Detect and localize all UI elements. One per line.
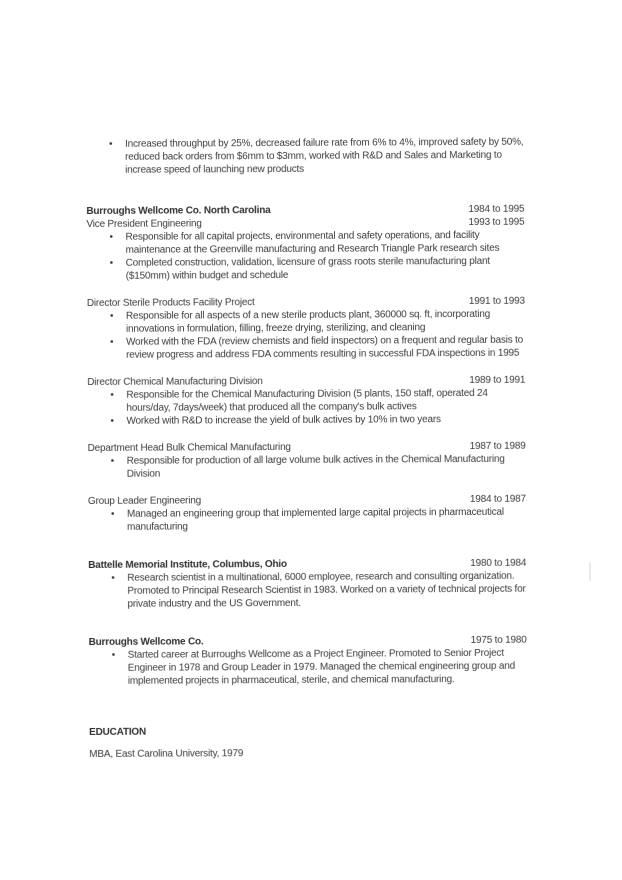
bullet-item: • Responsible for all capital projects, environmental and safety operations, and facility maintenance at the Greenville manufacturing and Research Triangle Park research sites bbox=[86, 229, 524, 257]
experience-entry bbox=[89, 634, 527, 688]
experience-entry bbox=[87, 374, 525, 428]
bullet-item: • Worked with R&D to increase the yield of bulk actives by 10% in two years bbox=[87, 413, 525, 428]
experience-entry bbox=[86, 216, 524, 283]
bullet-item: • Managed an engineering group that implemented large capital projects in pharmaceutical manufacturing bbox=[88, 506, 526, 534]
carryover-bullet-list bbox=[86, 136, 524, 177]
job-title: Director Sterile Products Facility Project bbox=[86, 297, 255, 309]
date-range: 1993 to 1995 bbox=[468, 216, 525, 228]
company-name: Burroughs Wellcome Co. bbox=[88, 636, 204, 648]
entry-bullet-list bbox=[88, 506, 526, 534]
date-range: 1987 to 1989 bbox=[469, 440, 526, 452]
company-name: Battelle Memorial Institute, Columbus, Ohio bbox=[88, 558, 287, 571]
entry-bullet-list bbox=[88, 570, 526, 611]
entry-bullet-list bbox=[87, 387, 525, 428]
experience-entry bbox=[87, 295, 525, 362]
entry-bullet-list bbox=[87, 308, 525, 362]
entry-bullet-list bbox=[89, 647, 527, 688]
date-range: 1975 to 1980 bbox=[470, 634, 527, 646]
bullet-item: • Responsible for all aspects of a new sterile products plant, 360000 sq. ft, incorporating innovations in formulation, filling, freeze drying, sterilizing, and cleaning bbox=[87, 308, 525, 336]
date-range: 1991 to 1993 bbox=[468, 295, 525, 307]
entry-bullet-list bbox=[86, 229, 524, 283]
experience-entry bbox=[88, 557, 526, 611]
education-section bbox=[89, 724, 527, 761]
bullet-item: • Research scientist in a multinational, 6000 employee, research and consulting organization. Promoted to Principal Research Scientist in 1983. Worked on a variety of technical projects for private industry and the US Government. bbox=[88, 570, 526, 611]
bullet-item: • Increased throughput by 25%, decreased failure rate from 6% to 4%, improved safety by 50%, reduced back orders from $6mm to $3mm, worked with R&D and Sales and Marketing to increase speed of launching new products bbox=[86, 136, 524, 177]
date-range: 1984 to 1995 bbox=[468, 203, 525, 215]
experience-entry bbox=[88, 440, 526, 481]
bullet-item: • Responsible for production of all large volume bulk actives in the Chemical Manufacturing Division bbox=[88, 453, 526, 481]
job-title: Department Head Bulk Chemical Manufacturing bbox=[87, 441, 291, 454]
scan-artifact bbox=[589, 562, 591, 581]
entry-bullet-list bbox=[88, 453, 526, 481]
job-title: Group Leader Engineering bbox=[87, 495, 201, 507]
bullet-item: • Worked with the FDA (review chemists and field inspectors) on a frequent and regular basis to review progress and address FDA comments resulting in successful FDA inspections in 1995 bbox=[87, 334, 525, 362]
education-heading: EDUCATION bbox=[89, 726, 147, 738]
resume-content bbox=[86, 136, 527, 761]
date-range: 1980 to 1984 bbox=[470, 557, 527, 569]
date-range: 1989 to 1991 bbox=[469, 374, 526, 386]
experience-entry bbox=[88, 493, 526, 534]
job-title: Director Chemical Manufacturing Division bbox=[87, 376, 263, 388]
bullet-item: • Started career at Burroughs Wellcome as a Project Engineer. Promoted to Senior Project Engineer in 1978 and Group Leader in 1979. Managed the chemical engineering group and implemented projects in pharmaceutical, sterile, and chemical manufacturing. bbox=[89, 647, 527, 688]
bullet-item: • Completed construction, validation, licensure of grass roots sterile manufacturing plant ($150mm) within budget and schedule bbox=[87, 255, 525, 283]
job-title: Vice President Engineering bbox=[86, 218, 202, 230]
company-name: Burroughs Wellcome Co. North Carolina bbox=[86, 205, 271, 217]
experience-entries bbox=[86, 203, 527, 688]
education-degree: MBA, East Carolina University, 1979 bbox=[89, 748, 244, 760]
date-range: 1984 to 1987 bbox=[469, 493, 526, 505]
bullet-item: • Responsible for the Chemical Manufacturing Division (5 plants, 150 staff, operated 24 hours/day, 7days/week) that produced all the company's bulk actives bbox=[87, 387, 525, 415]
